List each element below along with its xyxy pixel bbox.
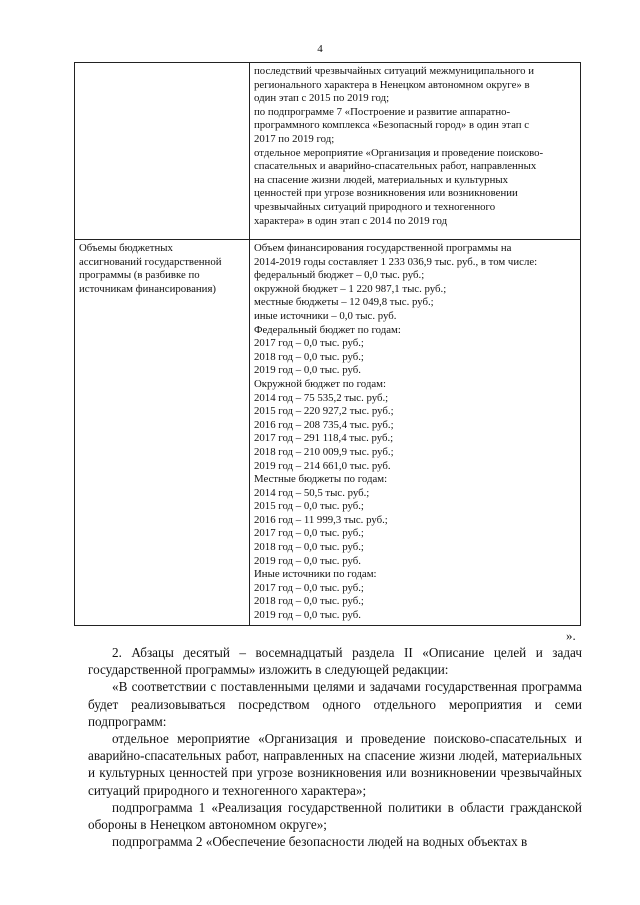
paragraph: подпрограмма 1 «Реализация государственной политики в области гражданской обороны в Ненецком автономном округе»; [88,799,582,833]
paragraph: 2. Абзацы десятый – восемнадцатый раздела II «Описание целей и задач государственной программы» изложить в следующей редакции: [88,645,582,678]
text-line: 2015 год – 0,0 тыс. руб.; [254,500,364,513]
text-line: 2019 год – 0,0 тыс. руб. [254,609,361,622]
text-line: федеральный бюджет – 0,0 тыс. руб.; [254,269,425,282]
label-line: ассигнований государственной [79,255,222,268]
text-line: 2017 по 2019 год; [254,132,335,145]
text-line: 2017 год – 0,0 тыс. руб.; [254,337,364,350]
text-line: 2016 год – 208 735,4 тыс. руб.; [254,418,394,431]
text-line: чрезвычайных ситуаций природного и техногенного [254,200,496,213]
text-line: Федеральный бюджет по годам: [254,323,401,336]
text-line: последствий чрезвычайных ситуаций межмуниципального и [254,65,534,77]
body-text [88,644,582,850]
passport-table [74,62,581,626]
text-line: 2014 год – 75 535,2 тыс. руб.; [254,391,389,404]
closing-quote: ». [566,628,576,643]
stages-cell [250,63,581,240]
text-line: характера» в один этап с 2014 по 2019 год [254,214,448,227]
text-line: Местные бюджеты по годам: [254,473,388,486]
paragraph: подпрограмма 2 «Обеспечение безопасности людей на водных объектах в [112,834,528,850]
text-line: на спасение жизни людей, материальных и культурных [254,173,509,186]
text-line: ценностей при угрозе возникновения или возникновении [254,187,518,200]
text-line: отдельное мероприятие «Организация и проведение поисково- [254,146,544,159]
paragraph: отдельное мероприятие «Организация и проведение поисково-спасательных и аварийно-спасательных работ, направленных на спасение жизни людей, материальных и культурных ценностей при угрозе возникновения или возникновении чрезвычайных ситуаций природного и техногенного характера»; [88,731,582,798]
text-line: спасательных и аварийно-спасательных работ, направленных [254,160,537,173]
text-line: регионального характера в Ненецком автономном округе» в [254,78,530,91]
text-line: 2018 год – 0,0 тыс. руб.; [254,541,364,554]
text-line: местные бюджеты – 12 049,8 тыс. руб.; [254,296,434,309]
text-line: Иные источники по годам: [254,568,377,581]
text-line: иные источники – 0,0 тыс. руб. [254,309,397,322]
text-line: Объем финансирования государственной программы на [254,242,512,254]
text-line: 2015 год – 220 927,2 тыс. руб.; [254,405,394,418]
label-line: источникам финансирования) [79,282,217,295]
text-line: один этап с 2015 по 2019 год; [254,92,390,105]
table-row [75,240,581,626]
text-line: по подпрограмме 7 «Построение и развитие аппаратно- [254,105,511,118]
budget-values-cell [250,240,581,626]
page-number: 4 [317,43,323,55]
budget-label-cell [75,240,250,626]
text-line: 2018 год – 0,0 тыс. руб.; [254,595,364,608]
text-line: программного комплекса «Безопасный город» в один этап с [254,119,530,132]
label-line: программы (в разбивке по [79,269,200,282]
text-line: окружной бюджет – 1 220 987,1 тыс. руб.; [254,282,447,295]
label-line: Объемы бюджетных [79,242,173,254]
text-line: Окружной бюджет по годам: [254,377,386,390]
text-line: 2018 год – 0,0 тыс. руб.; [254,350,364,363]
text-line: 2016 год – 11 999,3 тыс. руб.; [254,513,388,526]
table-row [75,63,581,240]
text-line: 2017 год – 0,0 тыс. руб.; [254,527,364,540]
text-line: 2019 год – 0,0 тыс. руб. [254,364,361,377]
text-line: 2017 год – 291 118,4 тыс. руб.; [254,432,394,445]
text-line: 2019 год – 214 661,0 тыс. руб. [254,459,391,472]
text-line: 2014 год – 50,5 тыс. руб.; [254,486,370,499]
text-line: 2019 год – 0,0 тыс. руб. [254,554,361,567]
text-line: 2017 год – 0,0 тыс. руб.; [254,581,364,594]
paragraph: «В соответствии с поставленными целями и задачами государственная программа будет реализовываться посредством одного отдельного мероприятия и семи подпрограмм: [88,679,582,729]
text-line: 2018 год – 210 009,9 тыс. руб.; [254,445,394,458]
text-line: 2014-2019 годы составляет 1 233 036,9 тыс. руб., в том числе: [254,255,538,268]
empty-label-cell [75,63,250,240]
